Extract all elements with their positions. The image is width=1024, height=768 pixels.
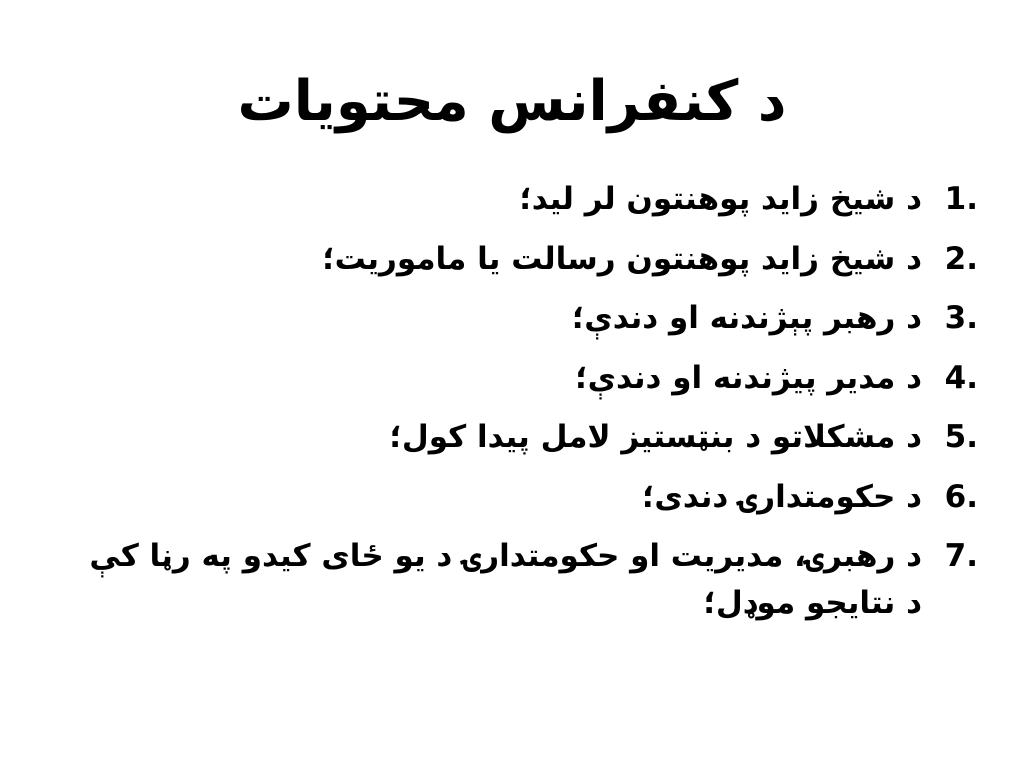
contents-list: [88, 176, 978, 639]
list-item: [88, 295, 978, 342]
list-item-text: د شیخ زاید پوهنتون رسالت یا ماموریت؛: [322, 240, 922, 277]
list-item-number: 6.: [944, 478, 978, 515]
list-item: [88, 355, 978, 402]
list-item-text: د شیخ زاید پوهنتون لر لید؛: [519, 181, 922, 217]
list-item: [88, 414, 978, 461]
list-item-number: 5.: [944, 419, 978, 455]
list-item-text: د مدیر پیژندنه او دندې؛: [575, 359, 922, 396]
list-item-text: د حکومتدارۍ دندی؛: [642, 478, 922, 515]
list-item-number: 4.: [944, 359, 978, 396]
list-item: [88, 533, 978, 626]
list-item-text: د مشکلاتو د بنټستیز لامل پیدا کول؛: [389, 419, 922, 455]
slide-title: د کنفرانس محتویات: [237, 69, 787, 134]
list-item-number: 1.: [944, 181, 978, 217]
list-item: [88, 176, 978, 223]
list-item-text: د رهبر پېژندنه او دندې؛: [571, 300, 922, 336]
list-item: [88, 474, 978, 521]
list-item-number: 2.: [944, 240, 978, 277]
list-item: [88, 236, 978, 283]
list-item-number: 7.: [944, 538, 978, 574]
list-item-number: 3.: [944, 300, 978, 336]
list-item-text: د رهبرۍ، مدیریت او حکومتدارۍ د یو ځای کیدو په رڼا کې د نتایجو موډل؛: [89, 538, 922, 621]
